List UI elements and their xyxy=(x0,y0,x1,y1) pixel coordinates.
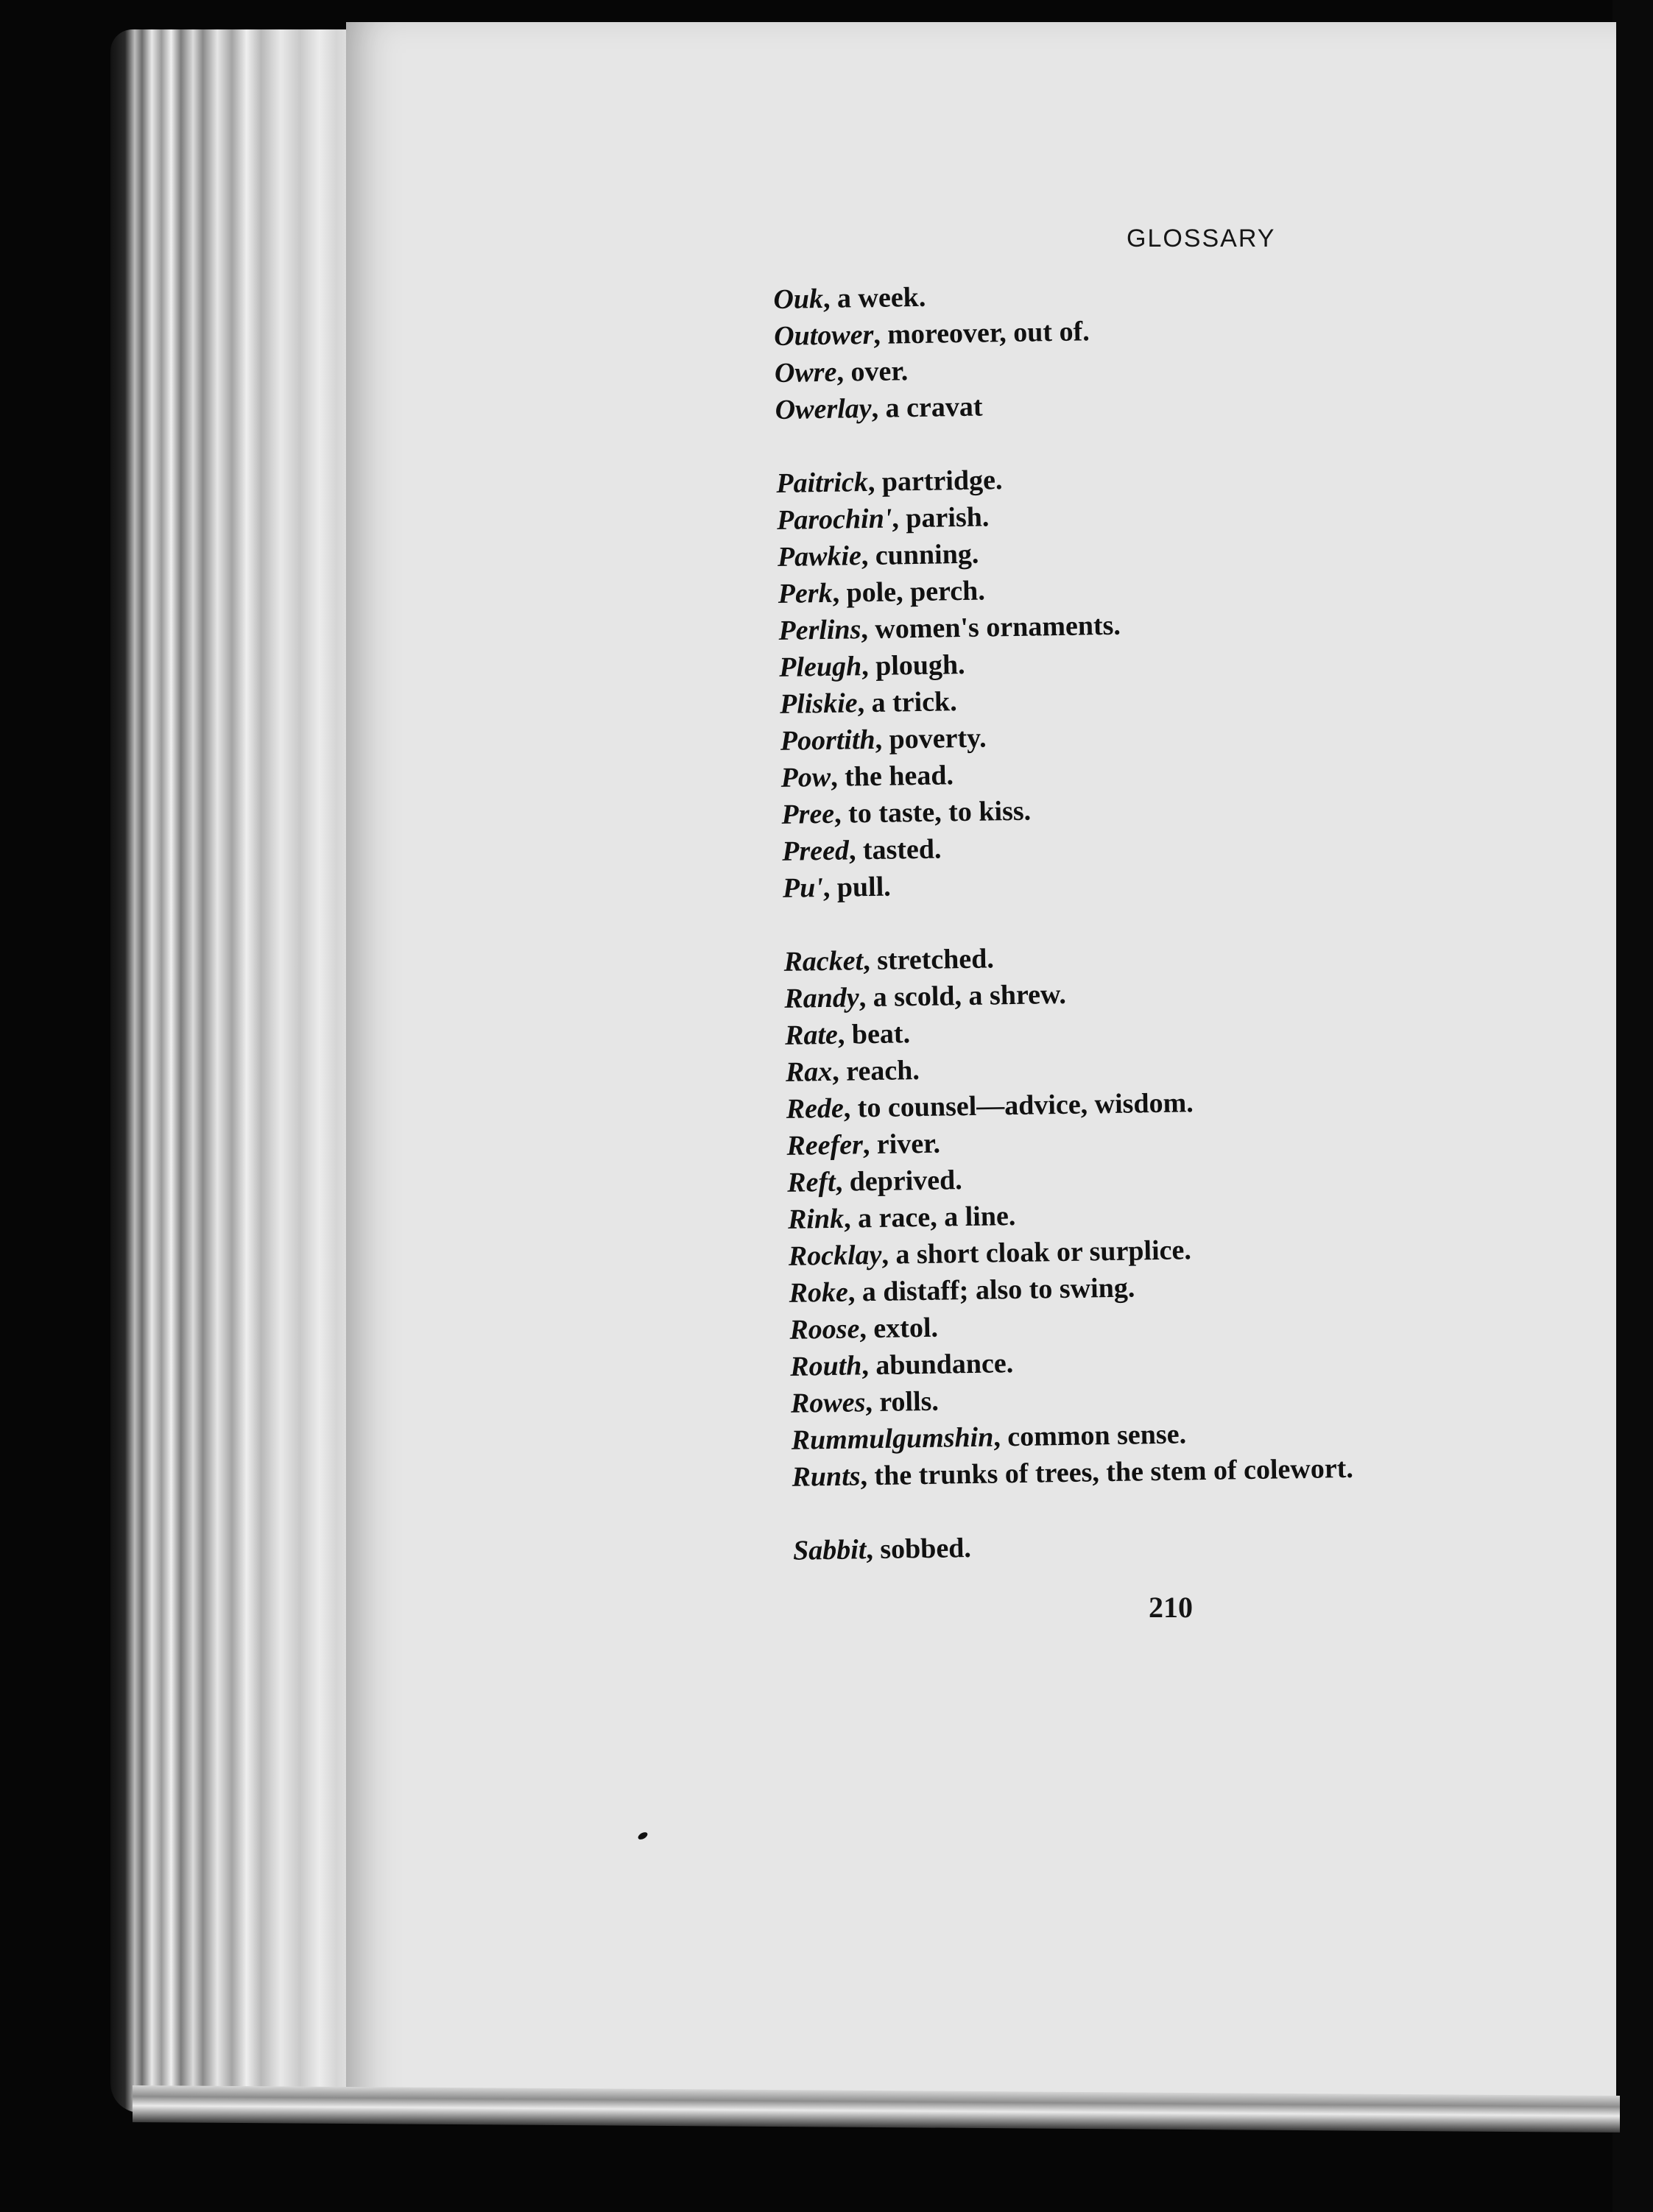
term-separator: , xyxy=(871,392,886,424)
glossary-definition: parish. xyxy=(906,501,990,534)
glossary-definition: a distaff; also to swing. xyxy=(861,1272,1135,1308)
glossary-definition: the head. xyxy=(844,760,954,793)
term-separator: , xyxy=(848,835,864,866)
term-separator: , xyxy=(861,1349,876,1382)
glossary-group xyxy=(773,268,1600,428)
glossary-term: Pu' xyxy=(782,872,824,904)
term-separator: , xyxy=(861,613,875,646)
glossary-term: Owerlay xyxy=(775,392,872,425)
glossary-definition: deprived. xyxy=(849,1165,963,1198)
glossary-definition: plough. xyxy=(875,649,965,682)
glossary-term: Pow xyxy=(780,761,831,794)
page-number: 210 xyxy=(1149,1591,1193,1624)
term-separator: , xyxy=(835,1166,850,1198)
glossary-term: Ouk xyxy=(773,283,824,315)
term-separator: , xyxy=(836,356,851,388)
term-separator: , xyxy=(857,687,872,719)
glossary-term: Paitrick xyxy=(775,467,869,499)
glossary-term: Roose xyxy=(789,1313,860,1346)
term-separator: , xyxy=(873,319,888,350)
term-separator: , xyxy=(832,577,847,609)
glossary-term: Randy xyxy=(783,982,859,1014)
term-separator: , xyxy=(859,981,873,1014)
glossary-term: Runts xyxy=(792,1460,861,1493)
term-separator: , xyxy=(862,944,878,977)
term-separator: , xyxy=(830,761,845,793)
glossary-term: Rate xyxy=(784,1019,839,1051)
glossary-term: Owre xyxy=(774,356,837,389)
term-separator: , xyxy=(847,1276,863,1308)
term-separator: , xyxy=(867,466,883,498)
scan-margin xyxy=(1613,0,1653,2212)
glossary-term: Poortith xyxy=(780,724,875,757)
glossary-term: Rummulgumshin xyxy=(791,1421,994,1456)
glossary-definition: cunning. xyxy=(875,538,979,571)
glossary-definition: women's ornaments. xyxy=(875,609,1121,645)
term-separator: , xyxy=(861,540,876,572)
term-separator: , xyxy=(993,1421,1008,1453)
glossary-term: Reefer xyxy=(786,1129,864,1162)
glossary-term: Pawkie xyxy=(777,540,862,573)
glossary-definition: river. xyxy=(876,1128,941,1160)
glossary-term: Preed xyxy=(781,835,850,867)
glossary-term: Rowes xyxy=(790,1387,866,1419)
term-separator: , xyxy=(892,503,906,534)
term-separator: , xyxy=(822,283,838,314)
term-separator: , xyxy=(862,1128,878,1161)
glossary-definition: tasted. xyxy=(862,833,942,866)
glossary-term: Rocklay xyxy=(788,1239,882,1272)
glossary-group xyxy=(783,930,1617,1495)
glossary-term: Perk xyxy=(778,577,833,609)
glossary-definition: pull. xyxy=(836,871,892,903)
glossary-term: Racket xyxy=(783,945,864,978)
term-separator: , xyxy=(864,1386,880,1418)
glossary-definition: stretched. xyxy=(876,943,995,976)
glossary-definition: a race, a line. xyxy=(857,1200,1016,1234)
term-separator: , xyxy=(843,1203,859,1234)
glossary-entries xyxy=(773,268,1618,1569)
glossary-definition: rolls. xyxy=(878,1385,940,1418)
glossary-term: Pliskie xyxy=(779,688,858,720)
glossary-term: Perlins xyxy=(778,614,861,646)
term-separator: , xyxy=(881,1239,896,1271)
glossary-definition: to taste, to kiss. xyxy=(847,795,1032,830)
glossary-definition: pole, perch. xyxy=(846,575,986,609)
glossary-definition: reach. xyxy=(845,1055,920,1087)
term-separator: , xyxy=(843,1092,859,1124)
term-separator: , xyxy=(837,1019,853,1050)
term-separator: , xyxy=(875,724,889,755)
glossary-definition: a short cloak or surplice. xyxy=(895,1234,1192,1271)
glossary-definition: sobbed. xyxy=(880,1532,972,1565)
glossary-term: Outower xyxy=(773,319,874,352)
glossary-definition: extol. xyxy=(873,1312,939,1345)
page-edges xyxy=(110,29,353,2113)
term-separator: , xyxy=(866,1533,881,1566)
glossary-term: Sabbit xyxy=(792,1534,867,1566)
glossary-term: Rede xyxy=(786,1092,845,1125)
glossary-definition: over. xyxy=(850,356,909,388)
glossary-definition: abundance. xyxy=(875,1348,1014,1381)
glossary-definition: common sense. xyxy=(1007,1418,1187,1453)
glossary-definition: a trick. xyxy=(871,686,957,718)
term-separator: , xyxy=(861,650,876,682)
term-separator: , xyxy=(833,798,849,830)
page-heading: GLOSSARY xyxy=(1127,225,1276,252)
glossary-term: Rink xyxy=(787,1203,845,1235)
term-separator: , xyxy=(831,1056,847,1087)
term-separator: , xyxy=(860,1460,875,1492)
glossary-definition: a week. xyxy=(836,281,926,314)
glossary-term: Roke xyxy=(789,1276,849,1309)
glossary-definition: moreover, out of. xyxy=(887,316,1090,350)
glossary-term: Reft xyxy=(786,1166,836,1198)
term-separator: , xyxy=(859,1313,874,1345)
glossary-term: Pree xyxy=(781,798,835,830)
glossary-definition: poverty. xyxy=(889,722,987,755)
glossary-term: Routh xyxy=(789,1350,862,1382)
glossary-definition: beat. xyxy=(851,1018,911,1050)
glossary-definition: a scold, a shrew. xyxy=(873,978,1067,1013)
glossary-definition: a cravat xyxy=(885,391,983,424)
glossary-definition: the trunks of trees, the stem of colewort. xyxy=(874,1452,1354,1492)
glossary-term: Rax xyxy=(785,1056,833,1088)
term-separator: , xyxy=(822,872,838,904)
glossary-term: Pleugh xyxy=(778,651,862,683)
glossary-group xyxy=(776,452,1607,907)
glossary-definition: to counsel—advice, wisdom. xyxy=(857,1087,1194,1124)
glossary-definition: partridge. xyxy=(881,464,1003,498)
glossary-term: Parochin' xyxy=(776,503,892,536)
